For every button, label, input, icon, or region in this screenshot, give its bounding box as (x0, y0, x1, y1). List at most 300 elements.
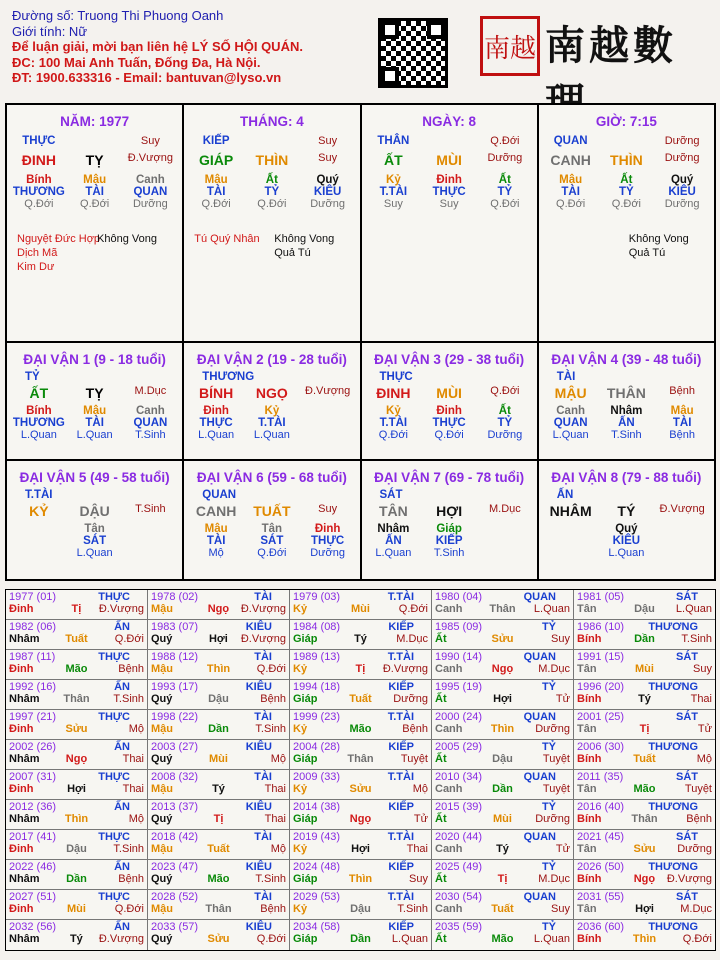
dai-van-title: ĐẠI VẬN 6 (59 - 68 tuổi) (196, 470, 347, 485)
hidden-stage: Suy (439, 198, 459, 210)
year-stem: Canh (435, 783, 463, 795)
pillar-branch: MÙI (436, 152, 462, 168)
year-label: 1995 (19) (435, 681, 483, 693)
annual-cell (6, 650, 148, 679)
year-label: 1999 (23) (293, 711, 341, 723)
hidden-stem: Ất (620, 174, 633, 186)
annual-cell (432, 650, 574, 679)
year-stem: Kỷ (293, 603, 308, 615)
hidden-stem: Canh (136, 174, 165, 186)
year-god: THỰC (98, 711, 130, 723)
year-stage: Thai (406, 843, 428, 855)
annual-row (6, 710, 715, 740)
contact-line: Để luận giải, mời bạn liên hệ LÝ SỐ HỘI QUÁN. (12, 39, 303, 54)
year-branch: Mùi (351, 603, 370, 615)
annual-cell (432, 680, 574, 709)
year-branch: Mão (207, 873, 230, 885)
year-branch: Dậu (208, 693, 229, 705)
year-stem: Bính (577, 933, 602, 945)
year-label: 1986 (10) (577, 621, 625, 633)
pillar-empty (599, 135, 655, 147)
dai-van-god: T.TÀI (25, 489, 53, 501)
header (12, 8, 303, 86)
year-branch: Tuất (349, 693, 372, 705)
annual-row (6, 830, 715, 860)
annual-cell (432, 770, 574, 799)
year-branch: Ngọ (207, 603, 230, 615)
year-stage: Mộ (412, 783, 428, 795)
year-god: TÀI (254, 591, 272, 603)
annual-cell (574, 620, 715, 649)
annual-cell (574, 800, 715, 829)
year-branch: Thân (631, 813, 658, 825)
year-branch: Mão (491, 933, 514, 945)
dai-van-branch: THÂN (606, 385, 646, 401)
hidden-god: KIÊU (313, 186, 342, 198)
annual-row (6, 590, 715, 620)
pillar-note: Kim Dư (17, 261, 55, 273)
year-stem: Kỷ (293, 903, 308, 915)
hidden-stem: Quý (615, 523, 638, 535)
year-stage: M.Dục (538, 663, 570, 675)
hidden-stage: Dưỡng (487, 429, 523, 441)
year-label: 2018 (42) (151, 831, 199, 843)
dai-van-title: ĐẠI VẬN 3 (29 - 38 tuổi) (374, 352, 525, 367)
year-god: TÀI (254, 651, 272, 663)
year-stage: T.Sinh (255, 723, 286, 735)
year-stem: Canh (435, 723, 463, 735)
hidden-stem: Mậu (204, 174, 228, 186)
hidden-stem: Ất (498, 174, 511, 186)
annual-row (6, 890, 715, 920)
pillar-stage: Dưỡng (664, 152, 700, 164)
year-god: KIÊU (245, 801, 272, 813)
seal-text: 南越 (483, 33, 536, 64)
dai-van-branch: DẬU (79, 503, 110, 519)
pillar-cell (7, 105, 184, 341)
year-god: QUAN (523, 651, 556, 663)
hidden-god: TỶ (497, 417, 513, 429)
year-stage: Thai (264, 783, 286, 795)
year-stage: Tử (555, 693, 570, 705)
year-stage: Mộ (270, 843, 286, 855)
annual-cell (148, 920, 290, 950)
year-branch: Thân (347, 753, 374, 765)
year-branch: Sửu (349, 783, 372, 795)
year-branch: Ngọ (65, 753, 88, 765)
year-stem: Bính (577, 873, 602, 885)
year-stem: Kỷ (293, 843, 308, 855)
year-stage: Bệnh (118, 873, 144, 885)
dai-van-god: ẤN (556, 489, 574, 501)
hidden-stage: Q.Đới (490, 198, 520, 210)
hidden-stage: Q.Đới (80, 198, 110, 210)
year-god: THƯƠNG (648, 921, 698, 933)
year-branch: Dần (66, 873, 87, 885)
year-stem: Nhâm (9, 813, 40, 825)
pillar-god-stem: THÂN (377, 135, 410, 147)
hidden-god: TỶ (264, 186, 280, 198)
year-stage: Tử (697, 723, 712, 735)
hidden-god (11, 535, 67, 547)
pillar-note: Dịch Mã (17, 247, 58, 259)
year-god: ẤN (114, 621, 130, 633)
year-stage: L.Quan (533, 603, 570, 615)
hidden-stem: Kỷ (386, 174, 401, 186)
year-stage: Bệnh (686, 813, 712, 825)
hidden-stage: L.Quan (198, 429, 235, 441)
hidden-stem (477, 523, 533, 535)
year-stage: Tuyệt (400, 753, 428, 765)
year-stage: Mộ (270, 753, 286, 765)
dai-van-god: THỰC (379, 371, 413, 383)
year-branch: Tị (497, 873, 508, 885)
annual-cell (148, 620, 290, 649)
dai-van-stem: CANH (195, 503, 237, 519)
hidden-stage: Q.Đới (556, 198, 586, 210)
hidden-god: KIÊU (612, 535, 641, 547)
year-branch: Ngọ (349, 813, 372, 825)
annual-cell (6, 890, 148, 919)
year-god: TÀI (254, 891, 272, 903)
year-god: SÁT (676, 771, 698, 783)
annual-cell (574, 710, 715, 739)
year-stage: T.Sinh (397, 903, 428, 915)
hidden-stem: Canh (556, 405, 585, 417)
pillar-stage: Dưỡng (664, 135, 700, 147)
year-god: KIÊU (245, 621, 272, 633)
hidden-god: SÁT (83, 535, 107, 547)
year-label: 2033 (57) (151, 921, 199, 933)
year-branch: Ngọ (491, 663, 514, 675)
hidden-stage: L.Quan (552, 429, 589, 441)
year-label: 2015 (39) (435, 801, 483, 813)
annual-cell (574, 920, 715, 950)
annual-cell (290, 860, 432, 889)
year-stage: L.Quan (675, 603, 712, 615)
year-god: TỶ (541, 741, 556, 753)
hidden-god (300, 417, 356, 429)
year-stage: Tuyệt (684, 783, 712, 795)
year-stem: Bính (577, 633, 602, 645)
year-stem: Mậu (151, 603, 173, 615)
hidden-stage: L.Quan (253, 429, 290, 441)
dai-van-branch: HỢI (436, 503, 463, 519)
year-stage: Dưỡng (535, 723, 570, 735)
year-stem: Quý (151, 933, 173, 945)
pillar-empty (67, 135, 123, 147)
dai-van-stage: T.Sinh (135, 503, 166, 515)
hidden-god (477, 535, 533, 547)
annual-row (6, 740, 715, 770)
year-god: TỶ (541, 801, 556, 813)
hidden-stem: Mậu (204, 523, 228, 535)
dai-van-stem: TÂN (378, 503, 408, 519)
annual-cell (6, 770, 148, 799)
year-god: SÁT (676, 591, 698, 603)
year-god: KIẾP (388, 741, 414, 753)
year-stem: Ất (435, 873, 447, 885)
year-stage: L.Quan (391, 933, 428, 945)
annual-row (6, 650, 715, 680)
year-god: KIÊU (245, 741, 272, 753)
hidden-stem: Quý (670, 174, 694, 186)
hidden-god: T.TÀI (258, 417, 286, 429)
hidden-god: TỶ (497, 186, 513, 198)
pillar-stage: Đ.Vượng (127, 152, 173, 164)
annual-cell (6, 680, 148, 709)
year-stem: Ất (435, 633, 447, 645)
year-label: 2028 (52) (151, 891, 199, 903)
annual-cell (290, 620, 432, 649)
annual-cell (6, 710, 148, 739)
annual-cell (290, 890, 432, 919)
hidden-stage (543, 547, 599, 559)
year-branch: Dậu (492, 753, 513, 765)
year-label: 2005 (29) (435, 741, 483, 753)
year-god: ẤN (114, 681, 130, 693)
annual-cell (148, 590, 290, 619)
dai-van-stem: BÍNH (199, 385, 234, 401)
year-label: 2013 (37) (151, 801, 199, 813)
hidden-god: THƯƠNG (12, 417, 65, 429)
year-label: 2024 (48) (293, 861, 341, 873)
year-stem: Mậu (151, 903, 173, 915)
hidden-god: TÀI (85, 417, 104, 429)
annual-cell (432, 920, 574, 950)
year-branch: Mùi (635, 663, 654, 675)
year-god: T.TÀI (387, 591, 414, 603)
dai-van-god: TỶ (25, 371, 40, 383)
year-stage: Tuyệt (542, 783, 570, 795)
annual-cell (574, 590, 715, 619)
dai-van-title: ĐẠI VẬN 8 (79 - 88 tuổi) (551, 470, 702, 485)
year-stem: Kỷ (293, 663, 308, 675)
hidden-stage: Q.Đới (257, 547, 287, 559)
annual-cell (148, 890, 290, 919)
dai-van-stage: M.Dục (134, 385, 167, 397)
year-god: T.TÀI (387, 651, 414, 663)
year-branch: Hợi (351, 843, 370, 855)
annual-cell (290, 740, 432, 769)
pillar-branch: TỴ (85, 152, 104, 168)
year-god: KIÊU (245, 861, 272, 873)
year-branch: Tị (355, 663, 366, 675)
hidden-god: TÀI (561, 186, 580, 198)
annual-cell (290, 830, 432, 859)
hidden-stage: L.Quan (375, 547, 412, 559)
year-label: 2002 (26) (9, 741, 57, 753)
year-stem: Giáp (293, 813, 318, 825)
year-stage: Q.Đới (114, 903, 144, 915)
hidden-stem: Tân (84, 523, 105, 535)
dai-van-cell (539, 461, 714, 579)
dai-van-cell (7, 343, 184, 459)
year-stage: Đ.Vượng (240, 633, 286, 645)
year-stem: Mậu (151, 843, 173, 855)
hidden-stage: Q.Đới (201, 198, 231, 210)
year-branch: Mùi (209, 753, 228, 765)
annual-cell (148, 800, 290, 829)
annual-cell (6, 590, 148, 619)
hidden-stage (11, 547, 67, 559)
year-god: QUAN (523, 891, 556, 903)
annual-cell (432, 710, 574, 739)
hidden-stem: Mậu (83, 405, 107, 417)
address-line: ĐC: 100 Mai Anh Tuấn, Đống Đa, Hà Nội. (12, 54, 261, 70)
year-branch: Thân (205, 903, 232, 915)
year-god: SÁT (676, 831, 698, 843)
pillar-branch: THÌN (610, 152, 643, 168)
year-god: T.TÀI (387, 831, 414, 843)
year-label: 1998 (22) (151, 711, 199, 723)
year-branch: Dần (208, 723, 229, 735)
year-label: 2032 (56) (9, 921, 57, 933)
year-stem: Kỷ (293, 783, 308, 795)
annual-cell (148, 740, 290, 769)
hidden-stem: Ất (265, 174, 278, 186)
dai-van-title: ĐẠI VẬN 7 (69 - 78 tuổi) (374, 470, 525, 485)
year-stage: Thai (122, 753, 144, 765)
hidden-stem (300, 405, 356, 417)
year-branch: Tý (638, 693, 651, 705)
annual-cell (148, 710, 290, 739)
year-god: ẤN (114, 921, 130, 933)
pillar-note: Nguyệt Đức Hợp (17, 233, 101, 245)
hidden-stem: Mậu (559, 174, 583, 186)
annual-cell (432, 800, 574, 829)
hidden-stage (123, 547, 179, 559)
hidden-stage: T.Sinh (135, 429, 166, 441)
hidden-stem: Đinh (314, 523, 341, 535)
dai-van-god: QUAN (202, 489, 237, 501)
annual-row (6, 800, 715, 830)
annual-cell (574, 770, 715, 799)
annual-cell (148, 860, 290, 889)
year-branch: Dần (492, 783, 513, 795)
year-god: QUAN (523, 771, 556, 783)
annual-cell (148, 830, 290, 859)
year-stem: Tân (577, 663, 597, 675)
year-label: 1992 (16) (9, 681, 57, 693)
pillar-title: GIỜ: 7:15 (595, 114, 657, 129)
year-stage: M.Dục (538, 873, 570, 885)
hidden-god (123, 535, 179, 547)
year-god: THƯƠNG (648, 741, 698, 753)
year-stage: Đ.Vượng (98, 603, 144, 615)
year-stem: Quý (151, 873, 173, 885)
hidden-god (654, 535, 710, 547)
annual-cell (574, 890, 715, 919)
year-label: 2036 (60) (577, 921, 625, 933)
year-god: TỶ (541, 921, 556, 933)
year-stem: Kỷ (293, 723, 308, 735)
year-god: KIẾP (388, 861, 414, 873)
hidden-god: THỰC (199, 417, 233, 429)
year-branch: Mùi (67, 903, 86, 915)
year-branch: Tuất (65, 633, 88, 645)
year-stage: Q.Đới (682, 933, 712, 945)
year-god: ẤN (114, 801, 130, 813)
year-stem: Tân (577, 783, 597, 795)
year-stem: Đinh (9, 843, 34, 855)
year-stem: Nhâm (9, 753, 40, 765)
year-branch: Tý (212, 783, 225, 795)
year-god: SÁT (676, 651, 698, 663)
year-label: 1997 (21) (9, 711, 57, 723)
year-label: 1988 (12) (151, 651, 199, 663)
annual-cell (290, 800, 432, 829)
year-stage: Mộ (128, 723, 144, 735)
year-god: THƯƠNG (648, 681, 698, 693)
pillar-cell (184, 105, 361, 341)
dai-van-stage: Suy (318, 503, 338, 515)
year-label: 1996 (20) (577, 681, 625, 693)
hidden-stem: Bính (26, 405, 52, 417)
hidden-stem: Bính (26, 174, 52, 186)
year-label: 1994 (18) (293, 681, 341, 693)
dai-van-stage: M.Dục (488, 503, 521, 515)
year-stage: Bệnh (402, 723, 428, 735)
pillar-note: Không Vong (97, 233, 157, 245)
year-stage: Suy (551, 633, 570, 645)
annual-cell (6, 740, 148, 769)
year-label: 2006 (30) (577, 741, 625, 753)
hidden-stem: Tân (261, 523, 283, 535)
year-branch: Sửu (633, 843, 656, 855)
hidden-stage (300, 429, 356, 441)
dai-van-branch: TỴ (85, 385, 104, 401)
hidden-stage: Q.Đới (378, 429, 408, 441)
year-label: 2000 (24) (435, 711, 483, 723)
year-label: 2026 (50) (577, 861, 625, 873)
hidden-god: THỰC (432, 186, 466, 198)
year-branch: Thân (489, 603, 516, 615)
year-god: KIÊU (245, 681, 272, 693)
year-stage: M.Dục (396, 633, 428, 645)
hidden-god (543, 535, 599, 547)
dai-van-branch: MÙI (436, 385, 462, 401)
year-stage: Thai (122, 783, 144, 795)
hidden-stem (11, 523, 67, 535)
dai-van-cell (539, 343, 714, 459)
year-branch: Tị (71, 603, 82, 615)
pillar-stem: ẤT (384, 152, 403, 168)
pillar-stage: Suy (318, 135, 338, 147)
hidden-stage: T.Sinh (433, 547, 465, 559)
dai-van-cell (362, 343, 539, 459)
year-stage: Suy (693, 663, 712, 675)
year-branch: Hợi (493, 693, 512, 705)
year-branch: Tuất (633, 753, 656, 765)
year-god: T.TÀI (387, 771, 414, 783)
pillar-stage: Q.Đới (490, 135, 520, 147)
year-label: 1987 (11) (9, 651, 56, 663)
year-branch: Mùi (493, 813, 512, 825)
pillar-cell (362, 105, 539, 341)
year-label: 2004 (28) (293, 741, 341, 753)
year-god: QUAN (523, 711, 556, 723)
hidden-stage (654, 547, 710, 559)
hidden-god: QUAN (133, 417, 168, 429)
year-stem: Giáp (293, 633, 318, 645)
year-stem: Ất (435, 813, 447, 825)
dai-van-branch: NGỌ (255, 385, 288, 401)
year-branch: Thìn (632, 933, 657, 945)
year-branch: Thìn (348, 873, 373, 885)
annual-cell (6, 800, 148, 829)
year-god: ẤN (114, 741, 130, 753)
